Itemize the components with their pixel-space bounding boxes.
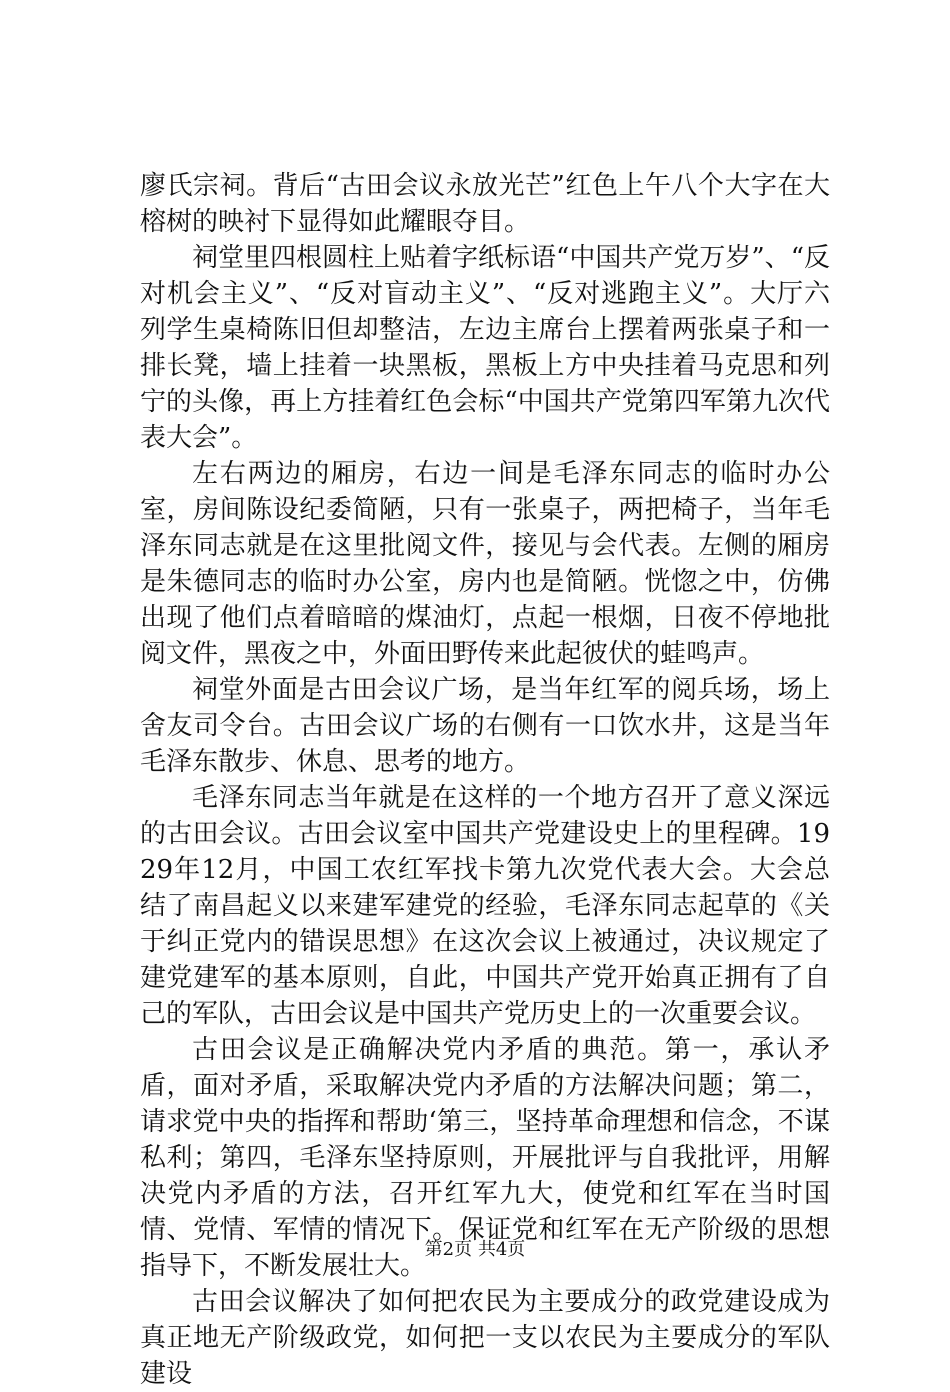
document-body [140,168,830,1392]
paragraph-continued: 廖氏宗祠。背后“古田会议永放光芒”红色上午八个大字在大榕树的映衬下显得如此耀眼夺目。 [140,171,830,237]
paragraph-side-rooms: 左右两边的厢房，右边一间是毛泽东同志的临时办公室，房间陈设纪委简陋，只有一张桌子，两把椅子，当年毛泽东同志就是在这里批阅文件，接见与会代表。左侧的厢房是朱德同志的临时办公室，房内也是简陋。恍惚之中，仿佛出现了他们点着暗暗的煤油灯，点起一根烟，日夜不停地批阅文件，黑夜之中，外面田野传来此起彼伏的蛙鸣声。 [140,459,830,669]
paragraph-ancestral-hall: 祠堂里四根圆柱上贴着字纸标语“中国共产党万岁”、“反对机会主义”、“反对盲动主义”、“反对逃跑主义”。大厅六列学生桌椅陈旧但却整洁，左边主席台上摆着两张桌子和一排长凳，墙上挂着一块黑板，黑板上方中央挂着马克思和列宁的头像，再上方挂着红色会标“中国共产党第四军第九次代表大会”。 [140,243,830,453]
paragraph-square: 祠堂外面是古田会议广场，是当年红军的阅兵场，场上舍友司令台。古田会议广场的右侧有一口饮水井，这是当年毛泽东散步、休息、思考的地方。 [140,675,830,777]
paragraph-party-building: 古田会议解决了如何把农民为主要成分的政党建设成为真正地无产阶级政党，如何把一支以农民为主要成分的军队建设 [140,1287,830,1389]
paragraph-resolving-conflicts: 古田会议是正确解决党内矛盾的典范。第一，承认矛盾，面对矛盾，采取解决党内矛盾的方法解决问题；第二，请求党中央的指挥和帮助‘第三，坚持革命理想和信念，不谋私利；第四，毛泽东坚持原则，开展批评与自我批评，用解决党内矛盾的方法，召开红军九大，使党和红军在当时国情、党情、军情的情况下。保证党和红军在无产阶级的思想指导下，不断发展壮大。 [140,1035,830,1281]
paragraph-meeting-history: 毛泽东同志当年就是在这样的一个地方召开了意义深远的古田会议。古田会议室中国共产党建设史上的里程碑。1929年12月，中国工农红军找卡第九次党代表大会。大会总结了南昌起义以来建军建党的经验，毛泽东同志起草的《关于纠正党内的错误思想》在这次会议上被通过，决议规定了建党建军的基本原则，自此，中国共产党开始真正拥有了自己的军队，古田会议是中国共产党历史上的一次重要会议。 [140,783,830,1029]
page-number-footer: 第2页 共4页 [424,1239,526,1260]
